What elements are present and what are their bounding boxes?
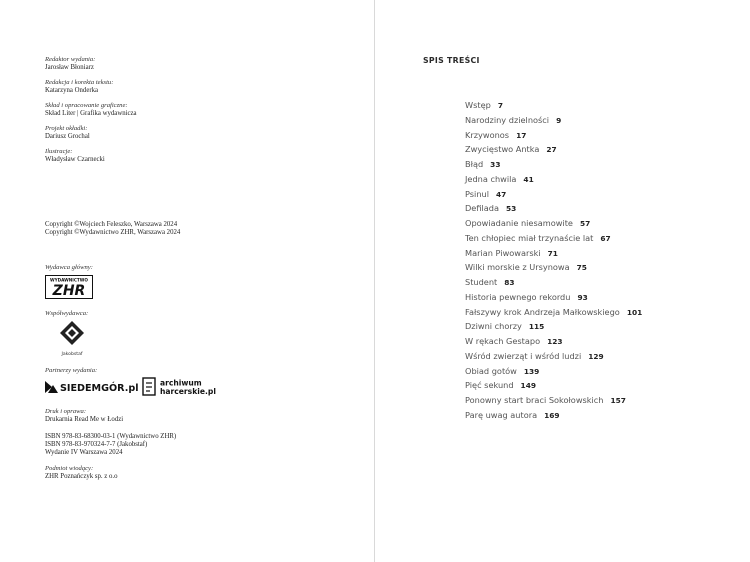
editor-value: Jarosław Błoniarz	[45, 64, 94, 71]
toc-list	[465, 98, 642, 423]
toc-entry-title: Pięć sekund	[465, 380, 514, 391]
right-page-toc	[376, 0, 750, 562]
toc-entry-page: 17	[516, 130, 527, 140]
toc-entry-page: 149	[520, 381, 536, 391]
edition-line: Wydanie IV Warszawa 2024	[45, 449, 123, 457]
cover-label: Projekt okładki:	[45, 125, 88, 132]
toc-entry	[465, 290, 642, 305]
toc-entry-title: Dziwni chorzy	[465, 321, 522, 332]
copyright-line-2: Copyright ©Wydawnictwo ZHR, Warszawa 2024	[45, 229, 181, 237]
toc-entry-page: 27	[546, 145, 557, 155]
partners-block	[45, 367, 325, 375]
toc-entry-page: 123	[547, 337, 563, 346]
toc-entry-title: Jedna chwila	[465, 173, 517, 184]
toc-entry-title: Obiad gotów	[465, 365, 517, 376]
toc-entry	[465, 216, 642, 231]
jakobstaf-logo-text: Jakobstaf	[61, 352, 83, 357]
toc-entry-title: W rękach Gestapo	[465, 336, 541, 346]
illustrations-value: Władysław Czarnecki	[45, 156, 105, 163]
toc-entry-page: 67	[600, 233, 611, 243]
toc-entry-page: 93	[577, 292, 588, 302]
toc-entry-title: Historia pewnego rekordu	[465, 291, 571, 302]
toc-entry-page: 101	[626, 307, 643, 317]
zhr-publisher-logo	[45, 275, 93, 299]
editor-block	[45, 56, 325, 72]
toc-entry	[465, 157, 642, 172]
print-block	[45, 408, 325, 424]
toc-entry-title: Ten chłopiec miał trzynaście lat	[465, 232, 594, 243]
toc-entry	[465, 260, 642, 275]
editor-label: Redaktor wydania:	[45, 56, 96, 63]
toc-entry-title: Wilki morskie z Ursynowa	[465, 262, 570, 273]
isbn-line-2: ISBN 978-83-970324-7-7 (Jakobstaf)	[45, 441, 148, 449]
toc-entry	[465, 364, 642, 379]
toc-entry	[465, 142, 642, 157]
print-value: Drukarnia Read Me w Łodzi	[45, 416, 124, 423]
toc-entry-title: Wśród zwierząt i wśród ludzi	[465, 350, 582, 361]
archiwum-logo-text-2: harcerskie.pl	[160, 387, 216, 396]
main-publisher-block	[45, 264, 325, 272]
toc-entry	[465, 305, 642, 320]
copyright-block	[45, 221, 325, 237]
toc-entry-title: Student	[465, 277, 498, 287]
siedemgor-logo-text: SIEDEMGÓR.pl	[60, 383, 139, 394]
toc-entry-page: 53	[506, 204, 517, 214]
toc-entry-page: 157	[610, 396, 626, 405]
toc-entry-page: 57	[579, 219, 591, 228]
toc-entry	[465, 334, 642, 349]
main-publisher-label: Wydawca główny:	[45, 264, 93, 271]
toc-entry-title: Wstęp	[465, 100, 491, 110]
toc-entry-title: Psinul	[465, 188, 489, 199]
toc-entry-title: Zwycięstwo Antka	[465, 144, 540, 155]
toc-entry	[465, 113, 642, 128]
toc-entry-title: Błąd	[465, 159, 484, 169]
toc-entry-title: Ponowny start braci Sokołowskich	[465, 395, 604, 405]
toc-entry-page: 129	[588, 351, 604, 361]
typesetting-label: Skład i opracowanie graficzne:	[45, 102, 128, 109]
toc-entry-page: 83	[504, 278, 515, 287]
page-gutter	[374, 0, 375, 562]
toc-entry	[465, 172, 642, 187]
isbn-line-1: ISBN 978-83-68300-03-1 (Wydawnictwo ZHR)	[45, 433, 177, 440]
partners-label: Partnerzy wydania:	[45, 367, 98, 374]
typesetting-block	[45, 102, 325, 118]
cover-block	[45, 125, 325, 141]
typesetting-value: Skład Liter | Grafika wydawnicza	[45, 110, 137, 117]
toc-entry	[465, 231, 642, 246]
toc-entry-page: 75	[576, 263, 587, 273]
toc-entry-page: 169	[544, 410, 560, 420]
entity-block	[45, 465, 325, 481]
co-publisher-block	[45, 310, 325, 318]
toc-entry-title: Marian Piwowarski	[465, 247, 541, 258]
toc-entry	[465, 378, 642, 393]
toc-entry-page: 139	[523, 366, 540, 376]
copyright-line-1: Copyright ©Wojciech Feleszko, Warszawa 2024	[45, 221, 178, 228]
toc-entry-title: Krzywonos	[465, 129, 510, 140]
toc-entry-page: 47	[496, 189, 507, 199]
toc-entry-page: 71	[547, 248, 558, 258]
partners-logos	[45, 376, 245, 398]
toc-entry-page: 7	[497, 101, 503, 110]
print-label: Druk i oprawa:	[45, 408, 87, 415]
illustrations-block	[45, 148, 325, 164]
zhr-logo-main-text: ZHR	[52, 283, 86, 299]
toc-entry	[465, 201, 642, 216]
toc-entry	[465, 98, 642, 113]
toc-entry-page: 9	[556, 115, 562, 125]
entity-value: ZHR Poznańczyk sp. z o.o	[45, 473, 118, 480]
toc-entry	[465, 319, 642, 334]
toc-entry-page: 41	[523, 174, 534, 184]
archiwum-logo-text-1: archiwum	[160, 378, 202, 388]
left-page-colophon	[0, 0, 374, 562]
proofreading-block	[45, 79, 325, 95]
toc-entry	[465, 187, 642, 202]
toc-entry-title: Parę uwag autora	[465, 409, 538, 420]
proofreading-value: Katarzyna Onderka	[45, 87, 99, 94]
co-publisher-label: Współwydawca:	[45, 310, 89, 317]
entity-label: Podmiot wiodący:	[45, 465, 94, 472]
toc-entry	[465, 349, 642, 364]
toc-entry-title: Opowiadanie niesamowite	[465, 218, 573, 228]
toc-entry-title: Fałszywy krok Andrzeja Małkowskiego	[465, 306, 620, 317]
toc-entry-page: 115	[528, 322, 545, 332]
zhr-logo-top-text: WYDAWNICTWO	[50, 277, 88, 283]
toc-entry	[465, 408, 642, 423]
proofreading-label: Redakcja i korekta tekstu:	[45, 79, 114, 86]
toc-entry	[465, 393, 642, 408]
jakobstaf-logo	[57, 320, 87, 358]
toc-entry	[465, 246, 642, 261]
cover-value: Dariusz Grochal	[45, 133, 90, 140]
toc-title: SPIS TREŚCI	[423, 56, 480, 65]
toc-entry-page: 33	[490, 160, 501, 169]
toc-entry-title: Narodziny dzielności	[465, 114, 550, 125]
illustrations-label: Ilustracje:	[45, 148, 73, 155]
toc-entry	[465, 275, 642, 290]
toc-entry-title: Defilada	[465, 203, 500, 214]
toc-entry	[465, 128, 642, 143]
isbn-block	[45, 433, 325, 458]
